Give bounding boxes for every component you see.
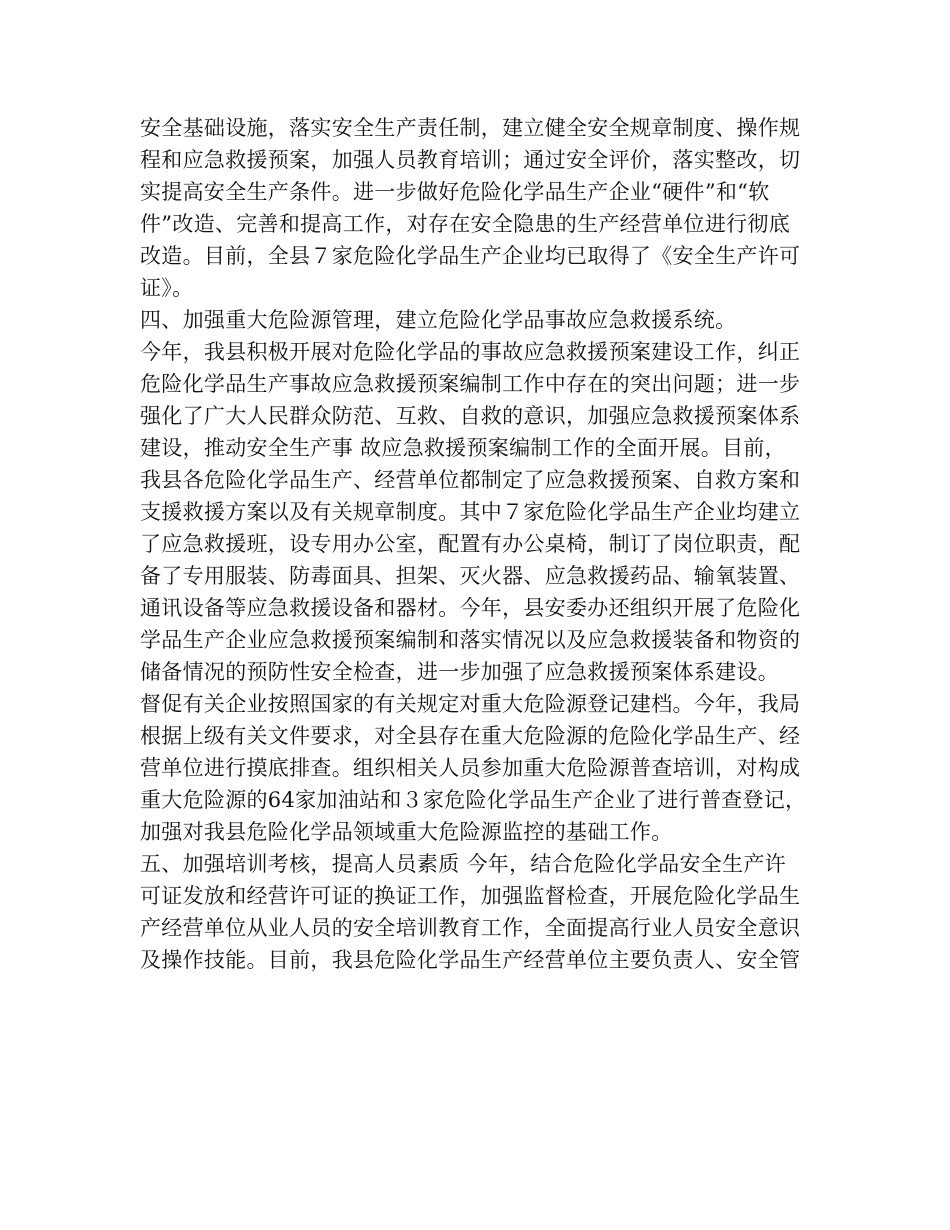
document-body	[140, 112, 824, 976]
text-line: 根据上级有关文件要求，对全县存在重大危险源的危险化学品生产、经	[140, 724, 801, 748]
text-line: 了应急救援班，设专用办公室，配置有办公桌椅，制订了岗位职责，配	[140, 532, 801, 556]
text-line: 产经营单位从业人员的安全培训教育工作，全面提高行业人员安全意识	[140, 916, 801, 940]
text-line: 重大危险源的64家加油站和３家危险化学品生产企业了进行普查登记，	[140, 788, 807, 812]
text-line: 实提高安全生产条件。进一步做好危险化学品生产企业“硬件”和“软	[140, 180, 770, 204]
text-line: 督促有关企业按照国家的有关规定对重大危险源登记建档。今年，我局	[140, 692, 801, 716]
text-line: 改造。目前，全县７家危险化学品生产企业均已取得了《安全生产许可	[140, 244, 801, 268]
text-line: 我县各危险化学品生产、经营单位都制定了应急救援预案、自救方案和	[140, 468, 801, 492]
section-heading: 四、加强重大危险源管理，建立危险化学品事故应急救援系统。	[140, 308, 737, 332]
text-line: 件”改造、完善和提高工作，对存在安全隐患的生产经营单位进行彻底	[140, 212, 791, 236]
text-line: 通讯设备等应急救援设备和器材。今年，县安委办还组织开展了危险化	[140, 596, 801, 620]
text-line: 及操作技能。目前，我县危险化学品生产经营单位主要负责人、安全管	[140, 948, 801, 972]
text-line: 学品生产企业应急救援预案编制和落实情况以及应急救援装备和物资的	[140, 628, 801, 652]
text-line: 程和应急救援预案，加强人员教育培训；通过安全评价，落实整改，切	[140, 148, 801, 172]
text-line: 建设，推动安全生产事 故应急救援预案编制工作的全面开展。目前，	[140, 436, 786, 460]
text-line: 安全基础设施，落实安全生产责任制，建立健全安全规章制度、操作规	[140, 116, 801, 140]
text-line: 危险化学品生产事故应急救援预案编制工作中存在的突出问题；进一步	[140, 372, 801, 396]
text-line: 强化了广大人民群众防范、互救、自救的意识，加强应急救援预案体系	[140, 404, 801, 428]
text-line: 证》。	[140, 276, 194, 300]
text-line: 今年，我县积极开展对危险化学品的事故应急救援预案建设工作，纠正	[140, 340, 801, 364]
text-line: 加强对我县危险化学品领域重大危险源监控的基础工作。	[140, 820, 673, 844]
text-line: 支援救援方案以及有关规章制度。其中７家危险化学品生产企业均建立	[140, 500, 801, 524]
text-line: 营单位进行摸底排查。组织相关人员参加重大危险源普查培训，对构成	[140, 756, 801, 780]
section-heading: 五、加强培训考核，提高人员素质 今年，结合危险化学品安全生产许	[140, 852, 786, 876]
text-line: 储备情况的预防性安全检查，进一步加强了应急救援预案体系建设。	[140, 660, 779, 684]
text-line: 备了专用服装、防毒面具、担架、灭火器、应急救援药品、输氧装置、	[140, 564, 801, 588]
text-line: 可证发放和经营许可证的换证工作，加强监督检查，开展危险化学品生	[140, 884, 801, 908]
